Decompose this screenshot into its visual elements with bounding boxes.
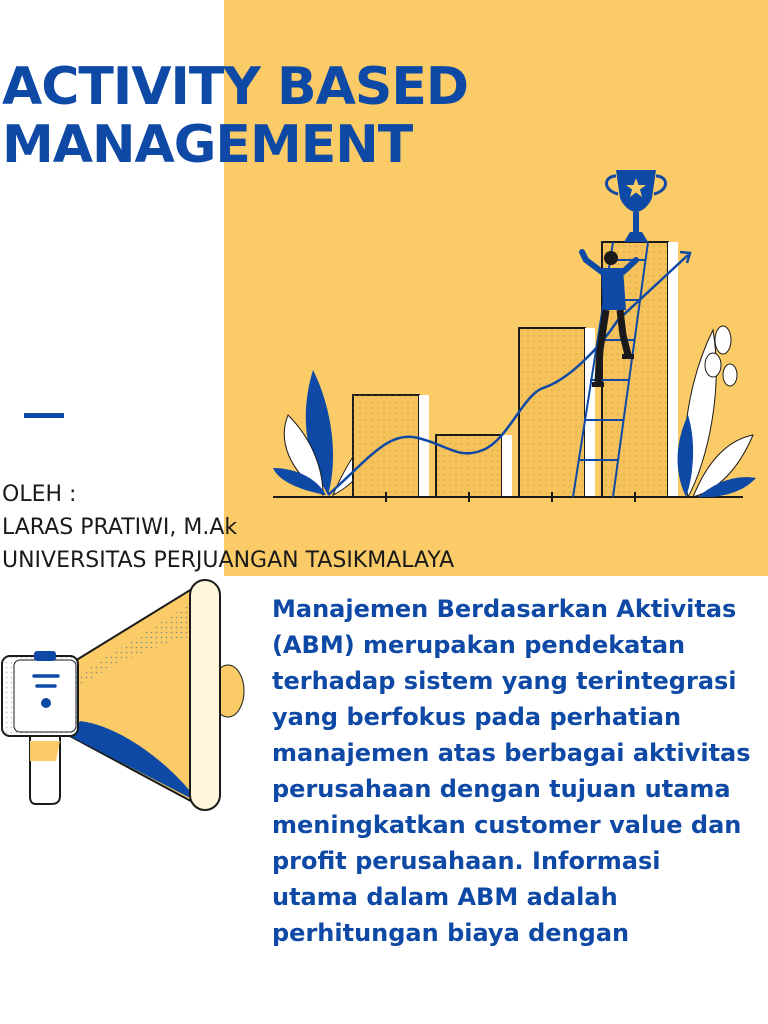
growth-chart-trophy-icon bbox=[268, 160, 758, 505]
body-paragraph: Manajemen Berdasarkan Aktivitas (ABM) merupakan pendekatan terhadap sistem yang terintegrasi yang berfokus pada perhatian manajemen atas berbagai aktivitas perusahaan dengan tujuan utama meningkatkan customer value dan profit perusahaan. Informasi utama dalam ABM adalah perhitungan biaya dengan bbox=[272, 595, 751, 947]
author-name: LARAS PRATIWI, M.Ak bbox=[2, 515, 238, 540]
decorative-dash bbox=[24, 413, 64, 418]
author-block bbox=[2, 478, 454, 577]
trophy-icon bbox=[607, 170, 666, 242]
title-line-1: ACTIVITY BASED bbox=[2, 57, 469, 117]
title-line-2: MANAGEMENT bbox=[2, 115, 413, 175]
author-institution: UNIVERSITAS PERJUANGAN TASIKMALAYA bbox=[2, 548, 455, 573]
page-title bbox=[2, 58, 468, 174]
bar-chart-icon bbox=[353, 242, 678, 497]
plant-right-icon bbox=[678, 326, 756, 497]
megaphone-icon bbox=[0, 576, 250, 816]
author-label: OLEH : bbox=[2, 482, 77, 507]
